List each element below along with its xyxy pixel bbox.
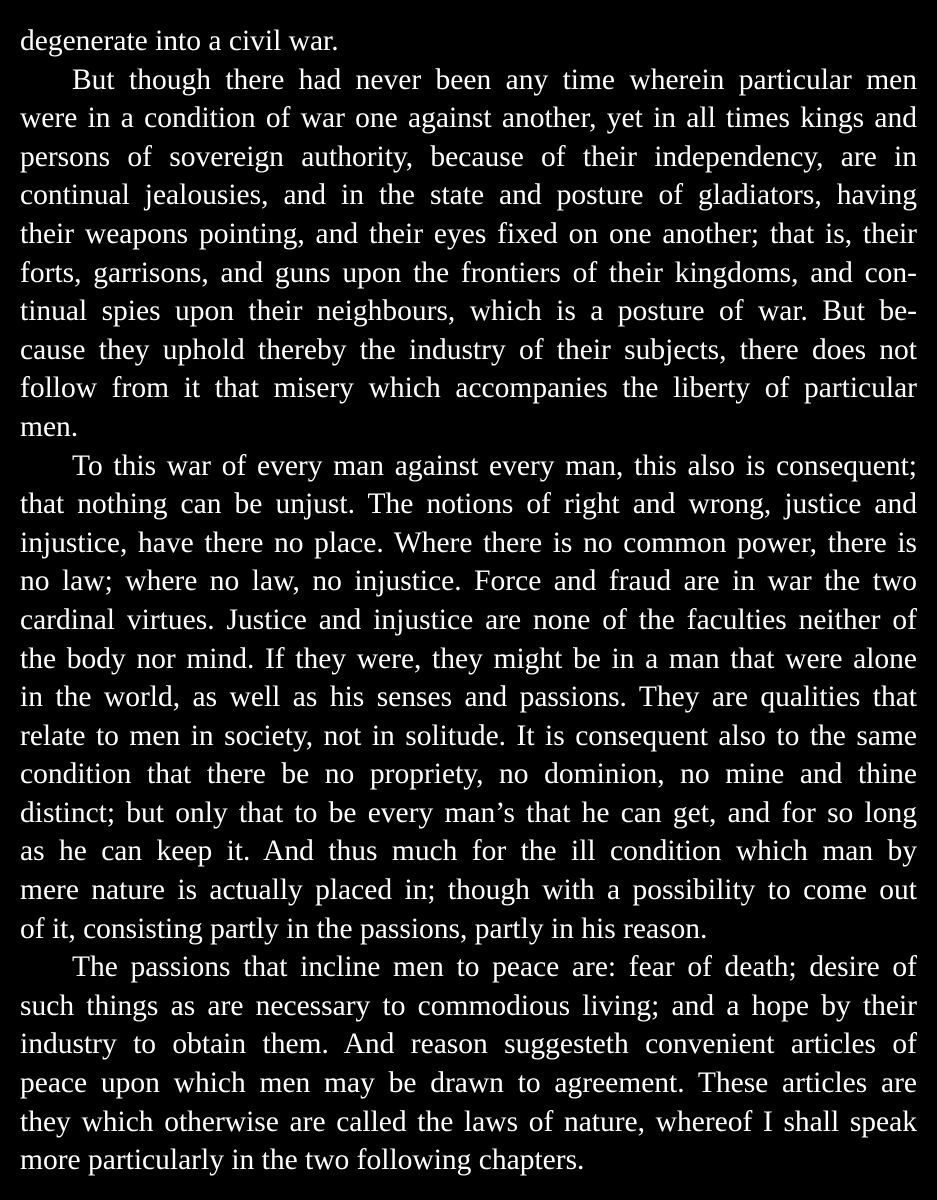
text-line: mere nature is actually placed in; though with a possibility to come out [20, 874, 917, 907]
text-line: continual jealousies, and in the state and posture of gladiators, having [20, 179, 917, 212]
text-line: that nothing can be unjust. The notions of right and wrong, justice and [20, 488, 917, 521]
text-line: relate to men in society, not in solitude. It is consequent also to the same [20, 719, 917, 752]
text-line: peace upon which men may be drawn to agreement. These articles are [20, 1067, 917, 1100]
text-line: But though there had never been any time wherein particular men [72, 63, 917, 96]
text-line: forts, garrisons, and guns upon the frontiers of their kingdoms, and con- [20, 256, 917, 289]
text-line: degenerate into a civil war. [20, 25, 339, 57]
text-line: The passions that incline men to peace are: fear of death; desire of [72, 951, 917, 984]
text-line: cardinal virtues. Justice and injustice are none of the faculties neither of [20, 603, 917, 636]
text-line: cause they uphold thereby the industry of their subjects, there does not [20, 333, 917, 366]
text-line: more particularly in the two following chapters. [20, 1144, 585, 1177]
text-line: follow from it that misery which accompanies the liberty of particular [20, 372, 917, 405]
paragraph [20, 948, 917, 1180]
text-line: were in a condition of war one against another, yet in all times kings and [20, 102, 917, 135]
text-line: tinual spies upon their neighbours, which is a posture of war. But be- [20, 295, 917, 328]
text-line: their weapons pointing, and their eyes fixed on one another; that is, their [20, 217, 917, 250]
text-line: To this war of every man against every man, this also is consequent; [72, 449, 917, 482]
text-line: industry to obtain them. And reason suggesteth convenient articles of [20, 1028, 917, 1061]
text-line: the body nor mind. If they were, they might be in a man that were alone [20, 642, 917, 675]
text-line: in the world, as well as his senses and passions. They are qualities that [20, 681, 917, 714]
text-line: no law; where no law, no injustice. Force and fraud are in war the two [20, 565, 917, 598]
text-line: injustice, have there no place. Where there is no common power, there is [20, 526, 917, 559]
paragraph [20, 447, 917, 949]
text-line: condition that there be no propriety, no dominion, no mine and thine [20, 758, 917, 791]
text-line: they which otherwise are called the laws of nature, whereof I shall speak [20, 1105, 917, 1138]
paragraph [20, 22, 917, 61]
paragraph [20, 61, 917, 447]
text-line: distinct; but only that to be every man’s that he can get, and for so long [20, 796, 917, 829]
text-line: such things as are necessary to commodious living; and a hope by their [20, 989, 917, 1022]
text-line: persons of sovereign authority, because of their independency, are in [20, 140, 917, 173]
text-line: men. [20, 410, 79, 443]
text-line: as he can keep it. And thus much for the ill condition which man by [20, 835, 917, 868]
text-line: of it, consisting partly in the passions, partly in his reason. [20, 912, 708, 945]
